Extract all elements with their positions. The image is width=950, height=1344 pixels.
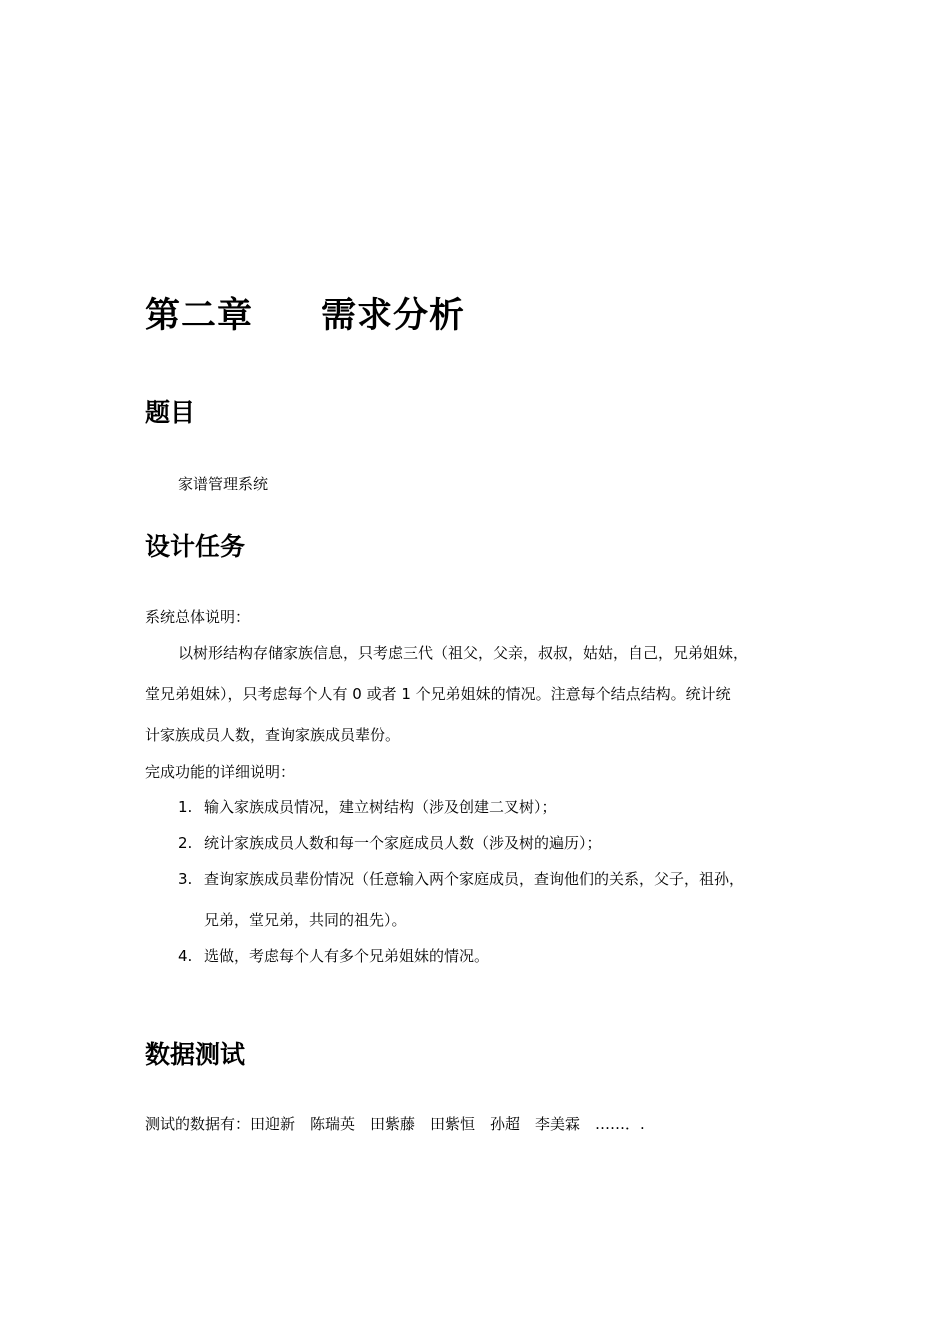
list-item-text: 查询家族成员辈份情况（任意输入两个家庭成员，查询他们的关系，父子，祖孙， [204,870,745,888]
overview-line-1: 以树形结构存储家族信息，只考虑三代（祖父，父亲，叔叔，姑姑，自己，兄弟姐妹， [178,644,749,662]
section-heading-topic: 题目 [145,398,196,427]
list-item-text: 输入家族成员情况，建立树结构（涉及创建二叉树）； [204,798,557,816]
chapter-title: 需求分析 [321,296,466,336]
list-item-text: 选做，考虑每个人有多个兄弟姐妹的情况。 [204,947,490,965]
list-item-text: 统计家族成员人数和每一个家庭成员人数（涉及树的遍历）； [204,834,602,852]
list-item [178,797,557,817]
section-heading-test: 数据测试 [145,1040,246,1069]
list-item [178,946,489,966]
detail-label: 完成功能的详细说明： [145,763,296,781]
overview-label: 系统总体说明： [145,608,251,626]
list-item-number: 2. [178,834,193,852]
list-item-continuation: 兄弟，堂兄弟，共同的祖先）。 [204,911,407,929]
overview-line-2: 堂兄弟姐妹），只考虑每个人有 0 或者 1 个兄弟姐妹的情况。注意每个结点结构。统计统 [145,685,731,703]
chapter-heading [145,288,465,338]
test-data-content: 测试的数据有：田迎新 陈瑞英 田紫藤 田紫恒 孙超 李美霖 ……．. [145,1115,645,1133]
topic-content: 家谱管理系统 [178,475,269,493]
overview-line-3: 计家族成员人数，查询家族成员辈份。 [145,726,401,744]
list-item-number: 3. [178,870,193,888]
chapter-number: 第二章 [145,296,254,336]
list-item-number: 4. [178,947,193,965]
list-item [178,869,744,889]
section-heading-task: 设计任务 [145,532,246,561]
list-item [178,833,602,853]
list-item-number: 1. [178,798,193,816]
